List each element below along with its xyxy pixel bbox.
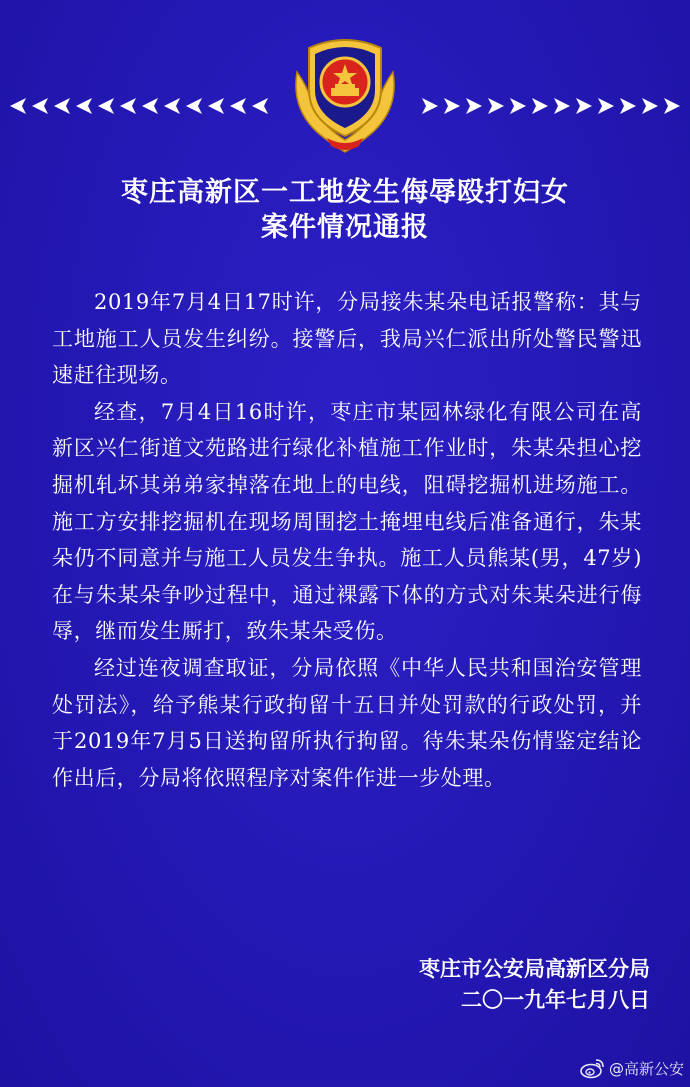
issue-date: 二〇一九年七月八日 <box>461 988 650 1012</box>
weibo-watermark <box>579 1057 684 1079</box>
notice-title-line1: 枣庄高新区一工地发生侮辱殴打妇女 <box>121 177 569 208</box>
paragraph-investigation: 经查，7月4日16时许，枣庄市某园林绿化有限公司在高新区兴仁街道文苑路进行绿化补植施工作业时，朱某朵担心挖掘机轧坏其弟弟家掉落在地上的电线，阻碍挖掘机进场施工。施工方安排挖掘机在现场周围挖土掩埋电线后准备通行，朱某朵仍不同意并与施工人员发生争执。施工人员熊某(男，47岁)在与朱某朵争吵过程中，通过裸露下体的方式对朱某朵进行侮辱，继而发生厮打，致朱某朵受伤。 <box>52 399 642 644</box>
notice-title-line2: 案件情况通报 <box>261 212 429 243</box>
watermark-text: @高新公安 <box>608 1059 684 1078</box>
right-wing-ornament-icon <box>416 94 684 118</box>
paragraph-penalty: 经过连夜调查取证，分局依照《中华人民共和国治安管理处罚法》，给予熊某行政拘留十五日并处罚款的行政处罚，并于2019年7月5日送拘留所执行拘留。待朱某朵伤情鉴定结论作出后，分局将依照程序对案件作进一步处理。 <box>52 655 642 790</box>
notice-body <box>52 284 642 796</box>
left-wing-ornament-icon <box>6 94 274 118</box>
issuer-name: 枣庄市公安局高新区分局 <box>419 957 650 981</box>
police-emblem-icon <box>287 28 403 156</box>
paragraph-report: 2019年7月4日17时许，分局接朱某朵电话报警称：其与工地施工人员发生纠纷。接警后，我局兴仁派出所处警民警迅速赶往现场。 <box>52 290 642 388</box>
weibo-icon <box>579 1057 605 1079</box>
